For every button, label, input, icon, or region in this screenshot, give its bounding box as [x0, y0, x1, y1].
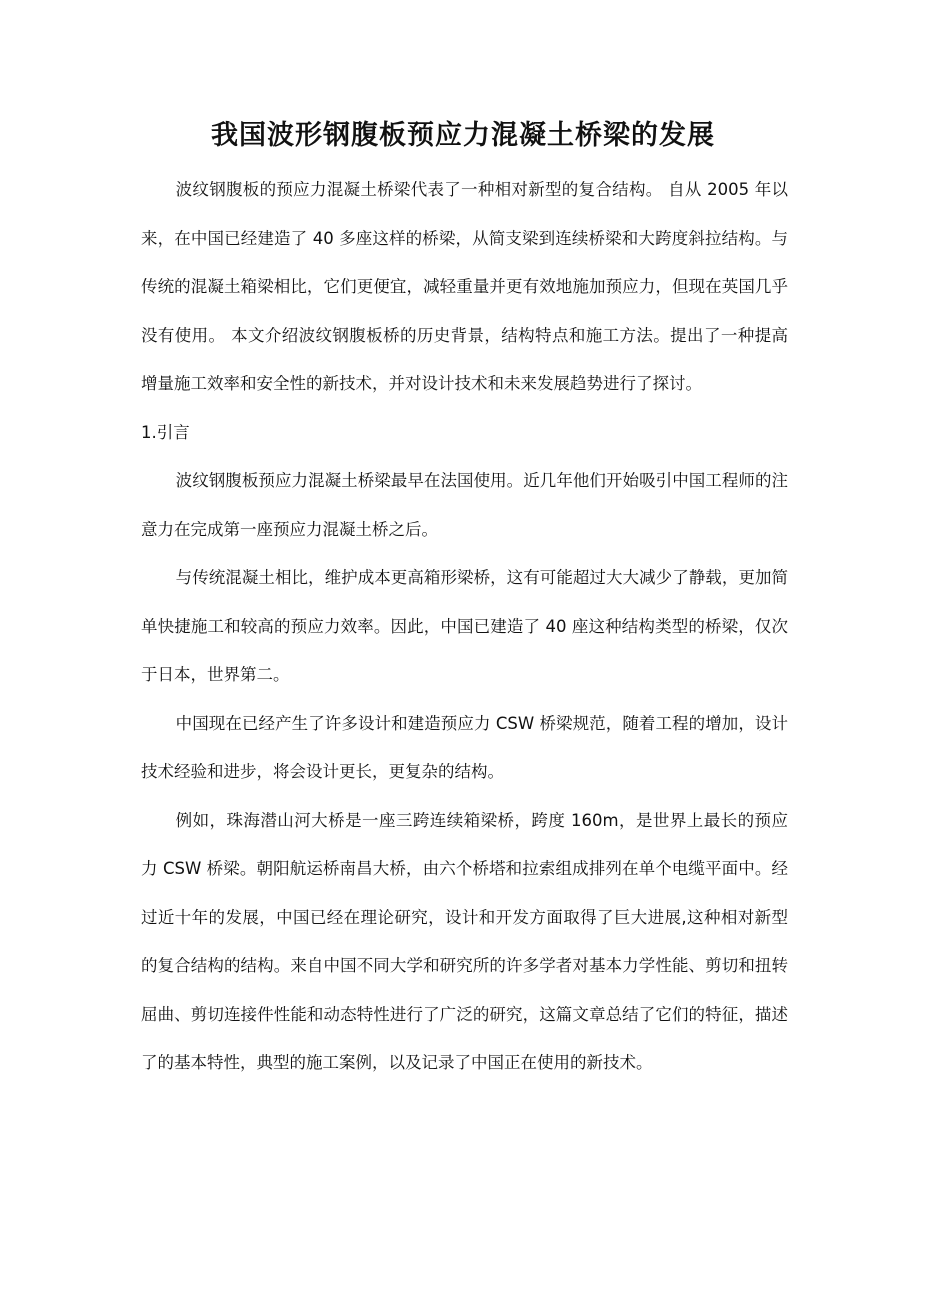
document-body — [141, 166, 788, 1088]
body-paragraph: 例如，珠海潜山河大桥是一座三跨连续箱梁桥，跨度 160m，是世界上最长的预应力 CSW 桥梁。朝阳航运桥南昌大桥，由六个桥塔和拉索组成排列在单个电缆平面中。经过近十年的发展，中国已经在理论研究，设计和开发方面取得了巨大进展,这种相对新型的复合结构的结构。来自中国不同大学和研究所的许多学者对基本力学性能、剪切和扭转屈曲、剪切连接件性能和动态特性进行了广泛的研究，这篇文章总结了它们的特征，描述了的基本特性，典型的施工案例，以及记录了中国正在使用的新技术。 — [141, 810, 788, 1072]
body-paragraph: 中国现在已经产生了许多设计和建造预应力 CSW 桥梁规范，随着工程的增加，设计技术经验和进步，将会设计更长，更复杂的结构。 — [141, 713, 788, 781]
abstract-paragraph: 波纹钢腹板的预应力混凝土桥梁代表了一种相对新型的复合结构。 自从 2005 年以来，在中国已经建造了 40 多座这样的桥梁，从简支梁到连续桥梁和大跨度斜拉结构。与传统的混凝土箱梁相比，它们更便宜，减轻重量并更有效地施加预应力，但现在英国几乎没有使用。 本文介绍波纹钢腹板桥的历史背景，结构特点和施工方法。提出了一种提高增量施工效率和安全性的新技术，并对设计技术和未来发展趋势进行了探讨。 — [141, 180, 788, 393]
section-heading-introduction: 1.引言 — [141, 422, 190, 442]
body-paragraph: 与传统混凝土相比，维护成本更高箱形梁桥，这有可能超过大大减少了静载，更加简单快捷施工和较高的预应力效率。因此，中国已建造了 40 座这种结构类型的桥梁，仅次于日本，世界第二。 — [141, 568, 788, 684]
body-paragraph: 波纹钢腹板预应力混凝土桥梁最早在法国使用。近几年他们开始吸引中国工程师的注意力在完成第一座预应力混凝土桥之后。 — [141, 471, 788, 539]
document-title: 我国波形钢腹板预应力混凝土桥梁的发展 — [211, 120, 715, 151]
